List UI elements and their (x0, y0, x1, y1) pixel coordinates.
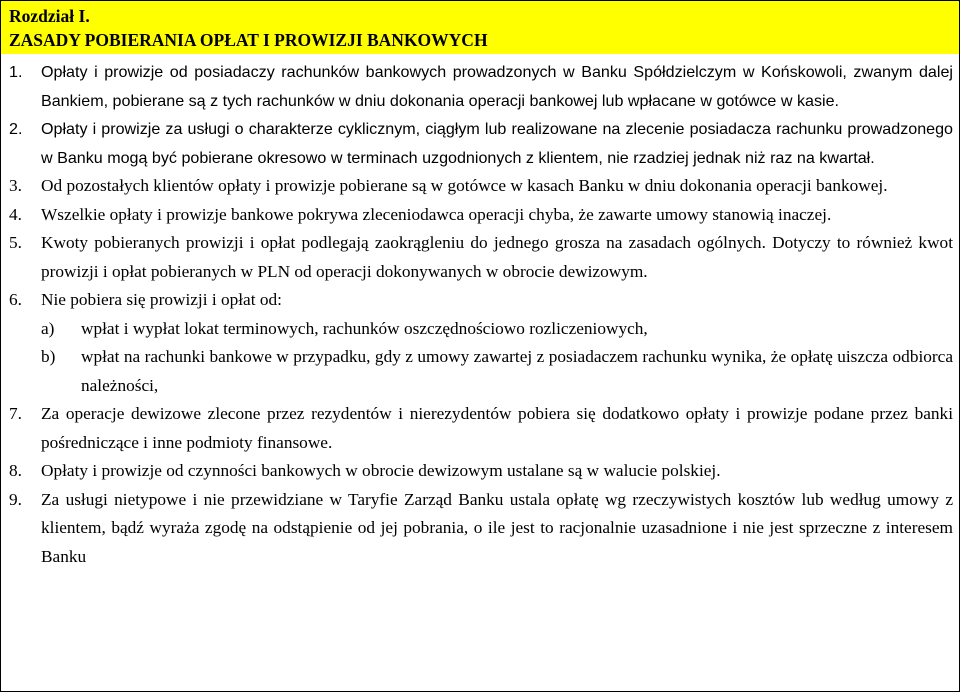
rule-item-3 (9, 172, 953, 201)
rule-item-6 (9, 286, 953, 315)
rules-list (0, 54, 960, 692)
rule-number: 9. (9, 489, 22, 509)
rule-text: Kwoty pobieranych prowizji i opłat podlegają zaokrągleniu do jednego grosza na zasadach ogólnych. Dotyczy to również kwot prowizji i opłat pobieranych w PLN od operacji dokonywanych w obrocie dewizowym. (41, 233, 953, 281)
rule-text: Opłaty i prowizje od czynności bankowych w obrocie dewizowym ustalane są w walucie polskiej. (41, 461, 721, 480)
chapter-header (0, 0, 960, 54)
rule-number: 2. (9, 120, 23, 138)
rule-text: Nie pobiera się prowizji i opłat od: (41, 290, 282, 309)
rule-number: 3. (9, 176, 22, 195)
rule-number: 4. (9, 204, 22, 224)
subitem-text: wpłat i wypłat lokat terminowych, rachunków oszczędnościowo rozliczeniowych, (81, 318, 648, 338)
rule-item-7 (9, 400, 953, 457)
rule-item-2 (9, 115, 953, 172)
rule-number: 7. (9, 404, 22, 423)
rule-number: 5. (9, 233, 22, 252)
rule-text: Za operacje dewizowe zlecone przez rezydentów i nierezydentów pobiera się dodatkowo opłaty i prowizje podane przez banki pośredniczące i inne podmioty finansowe. (41, 404, 953, 452)
subitem-letter: a) (41, 318, 55, 338)
rule-item-8 (9, 457, 953, 486)
rule-item-4 (9, 201, 953, 230)
rule-text: Za usługi nietypowe i nie przewidziane w Taryfie Zarząd Banku ustala opłatę wg rzeczywistych kosztów lub według umowy z klientem, bądź wyraża zgodę na odstąpienie od jej pobrania, o ile jest to racjonalnie uzasadnione i nie jest sprzeczne z interesem Banku (41, 489, 953, 566)
rule-subitem-a (9, 315, 953, 344)
rule-subitem-b (9, 343, 953, 400)
rule-number: 6. (9, 290, 22, 309)
rule-item-1 (9, 58, 953, 115)
rule-number: 1. (9, 63, 23, 81)
subitem-text: wpłat na rachunki bankowe w przypadku, gdy z umowy zawartej z posiadaczem rachunku wynika, że opłatę uiszcza odbiorca należności, (81, 347, 953, 395)
chapter-title: ZASADY POBIERANIA OPŁAT I PROWIZJI BANKOWYCH (9, 30, 488, 50)
subitem-letter: b) (41, 347, 56, 366)
rule-text: Od pozostałych klientów opłaty i prowizje pobierane są w gotówce w kasach Banku w dniu dokonania operacji bankowej. (41, 176, 888, 195)
rule-text: Opłaty i prowizje od posiadaczy rachunków bankowych prowadzonych w Banku Spółdzielczym w Końskowoli, zwanym dalej Bankiem, pobierane są z tych rachunków w dniu dokonania operacji bankowej lub wpłacane w gotówce w kasie. (41, 63, 953, 110)
rule-number: 8. (9, 461, 22, 480)
rule-text: Wszelkie opłaty i prowizje bankowe pokrywa zleceniodawca operacji chyba, że zawarte umowy stanowią inaczej. (41, 204, 832, 224)
chapter-label: Rozdział I. (9, 6, 90, 26)
rule-text: Opłaty i prowizje za usługi o charakterze cyklicznym, ciągłym lub realizowane na zlecenie posiadacza rachunku prowadzonego w Banku mogą być pobierane okresowo w terminach uzgodnionych z klientem, nie rzadziej jednak niż raz na kwartał. (41, 120, 953, 167)
rule-item-9 (9, 486, 953, 572)
rule-item-5 (9, 229, 953, 286)
